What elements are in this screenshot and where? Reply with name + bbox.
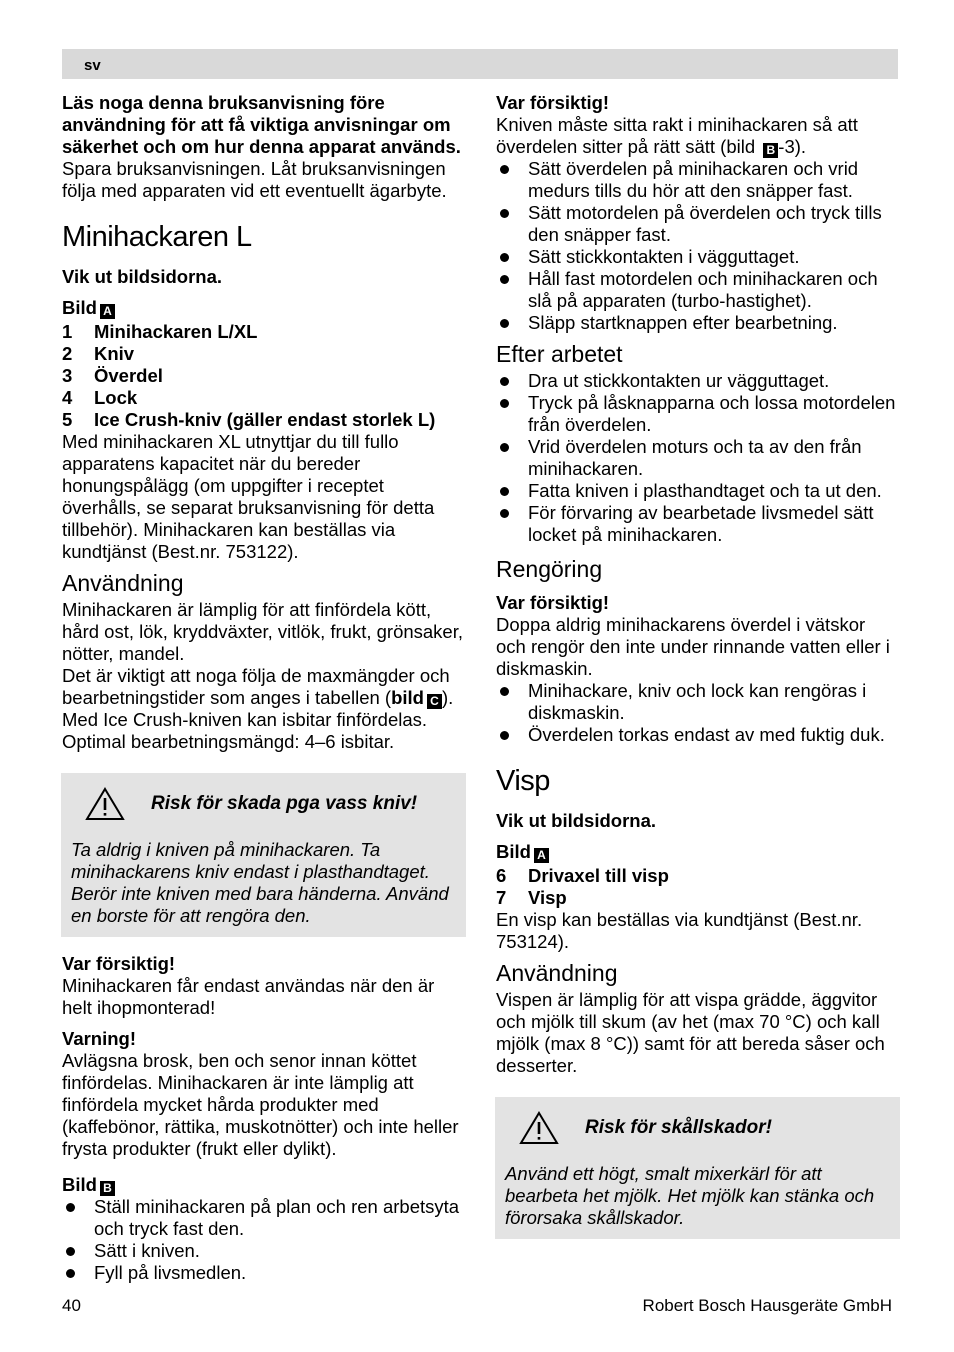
left-column xyxy=(62,92,466,1284)
warning-text: Använd ett högt, smalt mixerkärl för att bearbeta het mjölk. Het mjölk kan stänka och förorsaka skållskador. xyxy=(505,1163,875,1228)
language-code: sv xyxy=(84,57,101,74)
list-item: Sätt överdelen på minihackaren och vrid medurs tills du hör att den snäpper fast. xyxy=(496,158,900,202)
fold-out-note: Vik ut bildsidorna. xyxy=(496,810,657,831)
xl-text: Med minihackaren XL utnyttjar du till fullo apparatens kapacitet när du bereder honungspålägg (om uppgifter i receptet överhålls, se separat bruksanvisning för detta tillbehör). Minihackaren kan beställas via kundtjänst (Best.nr. 753122). xyxy=(62,431,435,562)
usage-heading: Användning xyxy=(496,960,618,986)
clean-caution-text: Doppa aldrig minihackarens överdel i vätskor och rengör den inte under rinnande vatten eller i diskmaskin. xyxy=(496,614,890,679)
list-item: Tryck på låsknapparna och lossa motordelen från överdelen. xyxy=(496,392,900,436)
list-item: Fyll på livsmedlen. xyxy=(62,1262,466,1284)
usage-text: Vispen är lämplig för att vispa grädde, äggvitor och mjölk till skum (av het (max 70 °C) och kall mjölk (max 8 °C)) samt för att bereda såser och desserter. xyxy=(496,989,885,1076)
page-number: 40 xyxy=(62,1296,81,1315)
warning-text: Ta aldrig i kniven på minihackaren. Ta minihackarens kniv endast i plasthandtaget. Berör inte kniven med bara händerna. Använd en borste för att rengöra den. xyxy=(71,839,449,926)
list-item: Fatta kniven i plasthandtaget och ta ut den. xyxy=(496,480,900,502)
after-steps-list xyxy=(496,370,900,546)
list-item: Släpp startknappen efter bearbetning. xyxy=(496,312,900,334)
warning-title: Risk för skada pga vass kniv! xyxy=(151,793,418,814)
part-item: 3 Överdel xyxy=(62,365,163,386)
intro-text: Spara bruksanvisningen. Låt bruksanvisningen följa med apparaten vid ett eventuellt ägarbyte. xyxy=(62,158,447,201)
company-name: Robert Bosch Hausgeräte GmbH xyxy=(642,1296,892,1315)
figure-ref-a: Bild A xyxy=(62,297,466,319)
parts-list xyxy=(62,321,466,431)
cleaning-heading: Rengöring xyxy=(496,556,603,582)
list-item: Ställ minihackaren på plan och ren arbetsyta och tryck fast den. xyxy=(62,1196,466,1240)
parts-list xyxy=(496,865,900,909)
warning-box-knife xyxy=(61,773,466,937)
usage-text-3: Med Ice Crush-kniven kan isbitar finfördelas. Optimal bearbetningsmängd: 4–6 isbitar. xyxy=(62,709,428,752)
visp-order-text: En visp kan beställas via kundtjänst (Best.nr. 753124). xyxy=(496,909,863,952)
warning-triangle-icon xyxy=(519,1111,559,1145)
warning2-text: Avlägsna brosk, ben och senor innan köttet finfördelas. Minihackaren är inte lämplig att finfördela mycket hårda produkter med (kaffebönor, rättika, muskotnötter) och inte heller frysta produkter (frukt eller dylikt). xyxy=(62,1050,459,1159)
warning-box-scald xyxy=(495,1097,900,1239)
list-item: Sätt i kniven. xyxy=(62,1240,466,1262)
steps-list xyxy=(62,1196,466,1284)
part-item: 1 Minihackaren L/XL xyxy=(62,321,258,342)
section-title-minihackaren: Minihackaren L xyxy=(62,221,252,253)
figure-a-icon: A xyxy=(534,848,549,863)
warning-title: Risk för skållskador! xyxy=(585,1117,772,1138)
usage-text-1: Minihackaren är lämplig för att finfördela kött, hård ost, lök, kryddväxter, vitlök, frukt, grönsaker, nötter, mandel. xyxy=(62,599,464,664)
caution-label: Var försiktig! xyxy=(496,92,610,113)
list-item: Sätt motordelen på överdelen och tryck tills den snäpper fast. xyxy=(496,202,900,246)
caution-text: Minihackaren får endast användas när den är helt ihopmonterad! xyxy=(62,975,435,1018)
usage-text-2: Det är viktigt att noga följa de maxmängder och bearbetningstider som anges i tabellen (bild C ). xyxy=(62,665,454,708)
figure-b-icon: B xyxy=(100,1181,115,1196)
caution-text: Kniven måste sitta rakt i minihackaren så att överdelen sitter på rätt sätt (bild B -3). xyxy=(496,114,858,157)
usage-heading: Användning xyxy=(62,570,184,596)
clean-steps-list xyxy=(496,680,900,746)
list-item: Minihackare, kniv och lock kan rengöras i diskmaskin. xyxy=(496,680,900,724)
part-item: 2 Kniv xyxy=(62,343,135,364)
part-item: 7 Visp xyxy=(496,887,567,908)
fold-out-note: Vik ut bildsidorna. xyxy=(62,266,223,287)
list-item: Sätt stickkontakten i vägguttaget. xyxy=(496,246,900,268)
right-column xyxy=(496,92,900,1255)
part-item: 5 Ice Crush-kniv (gäller endast storlek L) xyxy=(62,409,436,430)
figure-ref-a: Bild A xyxy=(496,841,900,863)
section-title-visp: Visp xyxy=(496,765,550,797)
figure-b-icon: B xyxy=(763,143,778,158)
clean-caution-label: Var försiktig! xyxy=(496,592,610,613)
after-heading: Efter arbetet xyxy=(496,341,623,367)
warning2-label: Varning! xyxy=(62,1028,137,1049)
assembly-steps-list xyxy=(496,158,900,334)
intro-bold: Läs noga denna bruksanvisning före användning för att få viktiga anvisningar om säkerhet och om hur denna apparat används. xyxy=(62,92,461,157)
figure-a-icon: A xyxy=(100,304,115,319)
part-item: 4 Lock xyxy=(62,387,138,408)
list-item: Överdelen torkas endast av med fuktig duk. xyxy=(496,724,900,746)
part-item: 6 Drivaxel till visp xyxy=(496,865,669,886)
figure-ref-b: Bild B xyxy=(62,1174,466,1196)
list-item: Dra ut stickkontakten ur vägguttaget. xyxy=(496,370,900,392)
list-item: Håll fast motordelen och minihackaren och slå på apparaten (turbo-hastighet). xyxy=(496,268,900,312)
list-item: Vrid överdelen moturs och ta av den från minihackaren. xyxy=(496,436,900,480)
warning-triangle-icon xyxy=(85,787,125,821)
caution-label: Var försiktig! xyxy=(62,953,176,974)
list-item: För förvaring av bearbetade livsmedel sätt locket på minihackaren. xyxy=(496,502,900,546)
figure-c-icon: C xyxy=(427,694,442,709)
language-bar xyxy=(62,49,898,79)
